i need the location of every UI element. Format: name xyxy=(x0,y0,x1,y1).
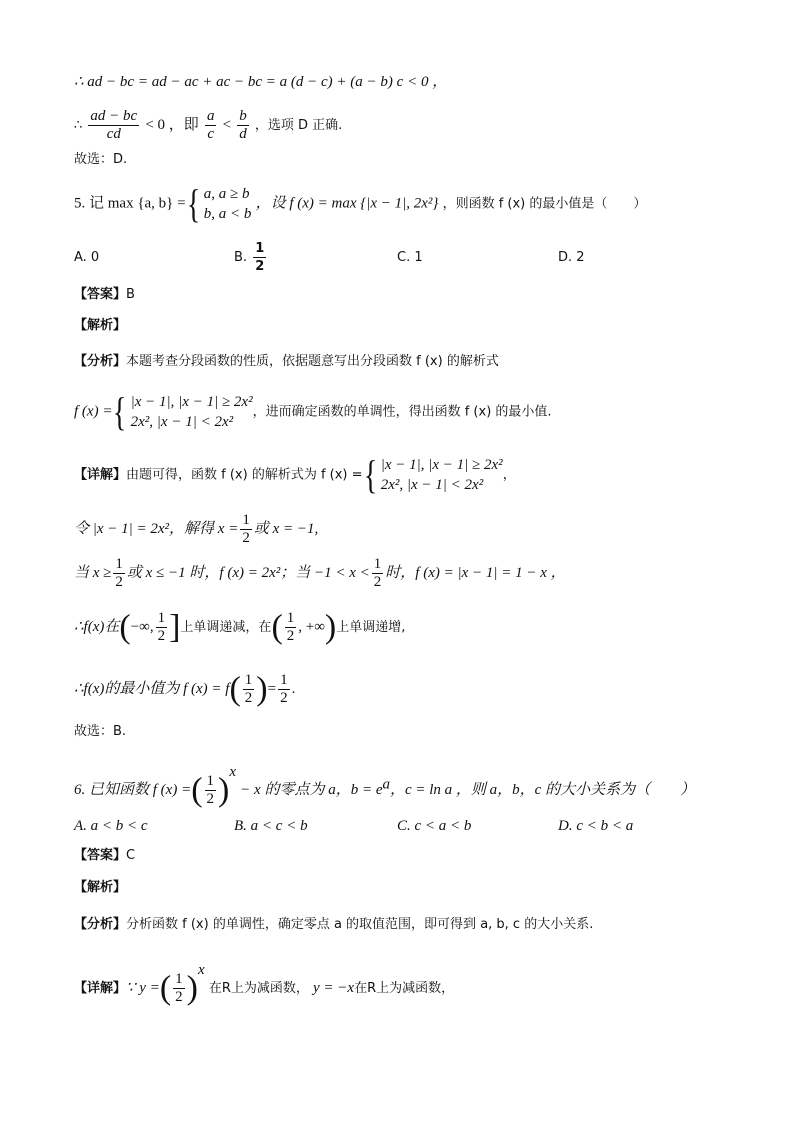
text: 故选：B. xyxy=(74,724,127,739)
case-row: |x − 1|, |x − 1| ≥ 2x² xyxy=(130,394,253,410)
paren: ( xyxy=(119,608,131,646)
denominator: c xyxy=(207,126,215,142)
paren: ) xyxy=(324,608,337,646)
case-row: a, a ≥ b xyxy=(203,186,250,202)
paren: ( xyxy=(271,608,283,646)
numerator: 1 xyxy=(255,241,265,256)
text: ∴f(x)在 xyxy=(74,619,120,635)
option-b xyxy=(234,240,268,275)
option-a xyxy=(74,248,99,268)
text: C. 1 xyxy=(397,250,423,265)
paren: ( xyxy=(191,771,203,809)
option-a xyxy=(74,816,148,836)
proof-line-2 xyxy=(74,108,342,143)
fraction xyxy=(237,108,249,143)
answer-tag: 【答案】 xyxy=(74,287,127,302)
fenxi-6 xyxy=(74,915,593,935)
case-row: b, a < b xyxy=(203,206,252,222)
text: C. c < a < b xyxy=(397,818,472,834)
fraction xyxy=(88,108,139,143)
text: ，选项 D 正确. xyxy=(254,118,343,133)
text: 在R上为减函数， xyxy=(208,981,309,996)
text: ∴f(x)的最小值为 f (x) = f xyxy=(74,681,230,697)
text: ，c = ln a ，则 a，b，c 的大小关系为（ ） xyxy=(389,782,696,798)
exponent: x xyxy=(198,962,205,978)
text: < xyxy=(222,117,232,133)
jiexi-tag: 【解析】 xyxy=(74,318,127,333)
answer: B xyxy=(126,287,135,302)
denominator: 2 xyxy=(280,690,288,706)
brace: { xyxy=(113,389,127,434)
denominator: d xyxy=(239,126,247,142)
text: A. 0 xyxy=(74,250,100,265)
text: , +∞ xyxy=(298,619,325,635)
text: 由题可得，函数 f (x) 的解析式为 f (x) = xyxy=(126,467,363,483)
paren: ) xyxy=(218,771,230,809)
denominator: 2 xyxy=(115,574,123,590)
option-d xyxy=(558,248,585,268)
select-b xyxy=(74,722,126,742)
monotone-line xyxy=(74,610,405,645)
fraction xyxy=(156,610,168,645)
text: 或 x = −1, xyxy=(253,521,319,537)
fraction xyxy=(285,610,297,645)
denominator: 2 xyxy=(206,791,215,807)
denominator: 2 xyxy=(157,628,166,644)
denominator: 2 xyxy=(175,989,183,1005)
fraction xyxy=(372,556,384,591)
text: ，则函数 f (x) 的最小值是（ ） xyxy=(442,196,647,212)
numerator: ad − bc xyxy=(90,108,138,124)
paren: ) xyxy=(256,670,268,708)
text: . xyxy=(291,681,296,697)
exponent: x xyxy=(229,764,237,780)
answer: C xyxy=(126,848,136,863)
text: 分析函数 f (x) 的单调性，确定零点 a 的取值范围，即可得到 a, b, c 的大小关系. xyxy=(126,917,594,932)
text: 上单调递增, xyxy=(336,620,406,635)
denominator: 2 xyxy=(242,530,250,546)
cases xyxy=(381,455,503,495)
numerator: 1 xyxy=(373,556,382,572)
denominator: 2 xyxy=(286,628,295,644)
denominator: 2 xyxy=(373,574,382,590)
text: 令 |x − 1| = 2x²，解得 x = xyxy=(74,521,239,537)
text: 故选：D. xyxy=(74,152,128,167)
equation: ∴ ad − bc = ad − ac + ac − bc = a (d − c) + (a − b) c < 0 ， xyxy=(74,74,448,90)
fraction xyxy=(240,512,252,547)
text: 本题考查分段函数的性质，依据题意写出分段函数 f (x) 的解析式 xyxy=(126,354,499,369)
numerator: 1 xyxy=(175,971,183,987)
numerator: 1 xyxy=(244,672,253,688)
dang-line xyxy=(74,556,566,591)
jiexi-tag: 【解析】 xyxy=(74,880,127,895)
jiexi-6 xyxy=(74,878,126,898)
therefore-symbol: ∴ xyxy=(74,118,83,133)
text: 6. 已知函数 f (x) = xyxy=(74,782,192,798)
text: 或 x ≤ −1 时，f (x) = 2x²；当 −1 < x < xyxy=(126,565,370,581)
text: − x 的零点为 a，b = e xyxy=(240,782,383,798)
fraction xyxy=(205,108,217,143)
text: < 0 ，即 xyxy=(145,117,199,133)
text: ，设 f (x) = max {|x − 1|, 2x²} xyxy=(255,195,439,212)
text: ， xyxy=(502,467,516,483)
answer-5 xyxy=(74,285,135,305)
text: B. a < c < b xyxy=(234,818,308,834)
text: −∞, xyxy=(130,619,154,635)
case-row: |x − 1|, |x − 1| ≥ 2x² xyxy=(380,457,503,473)
xiangjie-6 xyxy=(74,960,454,1006)
denominator: 2 xyxy=(255,259,265,274)
text: 当 x ≥ xyxy=(74,565,112,581)
text: y = −x xyxy=(313,980,355,996)
paren: ) xyxy=(186,969,198,1007)
bracket: ] xyxy=(169,608,181,646)
text: 在R上为减函数， xyxy=(354,981,455,996)
option-c xyxy=(397,248,423,268)
numerator: a xyxy=(206,108,215,124)
paren: ( xyxy=(159,969,172,1007)
proof-line-1 xyxy=(74,72,447,93)
fraction xyxy=(253,240,266,275)
case-row: 2x², |x − 1| < 2x² xyxy=(130,414,234,430)
select-d xyxy=(74,150,127,170)
text: 上单调递减，在 xyxy=(180,620,272,635)
numerator: 1 xyxy=(206,773,215,789)
text: D. 2 xyxy=(558,250,585,265)
numerator: 1 xyxy=(242,512,250,528)
option-b xyxy=(234,816,308,836)
text: 5. 记 max {a, b} = xyxy=(74,195,186,212)
answer-tag: 【答案】 xyxy=(74,848,127,863)
min-line xyxy=(74,672,295,707)
fenxi-tag: 【分析】 xyxy=(74,354,127,369)
xiangjie-tag: 【详解】 xyxy=(74,981,127,996)
fraction xyxy=(205,773,217,808)
numerator: 1 xyxy=(157,610,166,626)
fraction xyxy=(278,672,290,707)
text: D. c < b < a xyxy=(558,818,634,834)
jiexi-5 xyxy=(74,316,126,336)
case-row: 2x², |x − 1| < 2x² xyxy=(380,477,484,493)
numerator: 1 xyxy=(286,610,295,626)
paren: ( xyxy=(229,670,241,708)
exponent: a xyxy=(382,776,390,793)
option-d xyxy=(558,816,633,836)
xiangjie-tag: 【详解】 xyxy=(74,467,127,483)
text: ，进而确定函数的单调性，得出函数 f (x) 的最小值. xyxy=(252,404,552,420)
ling-line xyxy=(74,512,318,547)
text: 时，f (x) = |x − 1| = 1 − x ， xyxy=(385,565,566,581)
text: = xyxy=(267,681,277,697)
denominator: 2 xyxy=(244,690,253,706)
cases xyxy=(131,392,253,432)
fenxi-5 xyxy=(74,352,499,372)
brace: { xyxy=(186,181,200,226)
numerator: b xyxy=(239,108,247,124)
text: ∵ y = xyxy=(126,980,160,996)
fraction xyxy=(243,672,255,707)
question-6 xyxy=(74,762,695,808)
denominator: cd xyxy=(106,126,121,142)
option-c xyxy=(397,816,471,836)
question-5 xyxy=(74,181,647,226)
numerator: 1 xyxy=(280,672,288,688)
brace: { xyxy=(363,452,377,497)
answer-6 xyxy=(74,846,135,866)
piecewise-5 xyxy=(74,389,552,434)
fenxi-tag: 【分析】 xyxy=(74,917,127,932)
numerator: 1 xyxy=(115,556,123,572)
fraction xyxy=(113,556,125,591)
text: B. xyxy=(234,250,248,265)
cases xyxy=(204,184,252,224)
fraction xyxy=(173,971,185,1006)
text: f (x) = xyxy=(74,403,113,420)
xiangjie-5 xyxy=(74,452,516,497)
text: A. a < b < c xyxy=(74,818,148,834)
